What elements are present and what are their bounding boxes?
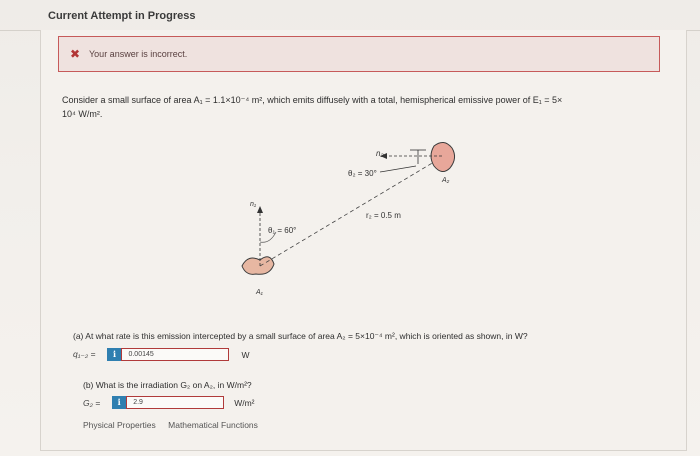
a2-label: A₂ (442, 177, 450, 184)
incorrect-alert (58, 36, 660, 72)
theta2-label: θ₂ = 30° (348, 169, 377, 178)
alert-text: Your answer is incorrect. (89, 49, 188, 59)
n2-label: n₂ (376, 149, 384, 158)
theta2-pointer (380, 166, 416, 172)
part-b-info-icon[interactable]: i (112, 396, 126, 409)
physical-properties-link[interactable]: Physical Properties (83, 420, 156, 430)
header (0, 0, 700, 31)
problem-line-2: 10⁴ W/m². (62, 109, 103, 119)
close-icon: ✖ (70, 47, 81, 61)
theta1-label: θ₁ = 60° (268, 226, 297, 235)
part-b-answer-input[interactable]: 2.9 (126, 396, 224, 409)
part-a-label: q₁₋₂ = (73, 349, 96, 359)
part-a-info-icon[interactable]: i (107, 348, 121, 361)
page-title: Current Attempt in Progress (48, 10, 196, 22)
n1-arrow-icon (257, 206, 263, 213)
problem-line-1: Consider a small surface of area A₁ = 1.1×10⁻⁴ m², which emits diffusely with a total, hemispherical emissive power of E₁ = 5× (62, 95, 563, 105)
a1-label: A₁ (256, 289, 263, 296)
mathematical-functions-link[interactable]: Mathematical Functions (168, 420, 258, 430)
r2-label: r₂ = 0.5 m (366, 211, 401, 220)
part-a-unit: W (241, 349, 250, 360)
a1-surface (242, 257, 274, 275)
part-a-question: (a) At what rate is this emission intercepted by a small surface of area A₂ = 5×10⁻⁴ m², which is oriented as shown, in W? (73, 331, 528, 341)
problem-statement (62, 93, 682, 121)
part-b-answer-row (83, 396, 254, 409)
geometry-diagram (220, 138, 480, 298)
a2-surface (431, 142, 455, 171)
part-a-answer-row (73, 348, 250, 361)
part-b-question: (b) What is the irradiation G₂ on A₂, in W/m²? (83, 380, 252, 390)
part-b-unit: W/m² (234, 397, 255, 408)
part-b-label: G₂ = (83, 397, 101, 408)
part-a-answer-input[interactable]: 0.00145 (121, 348, 229, 361)
n1-label: n₁ (250, 201, 257, 208)
resource-links (83, 420, 268, 430)
